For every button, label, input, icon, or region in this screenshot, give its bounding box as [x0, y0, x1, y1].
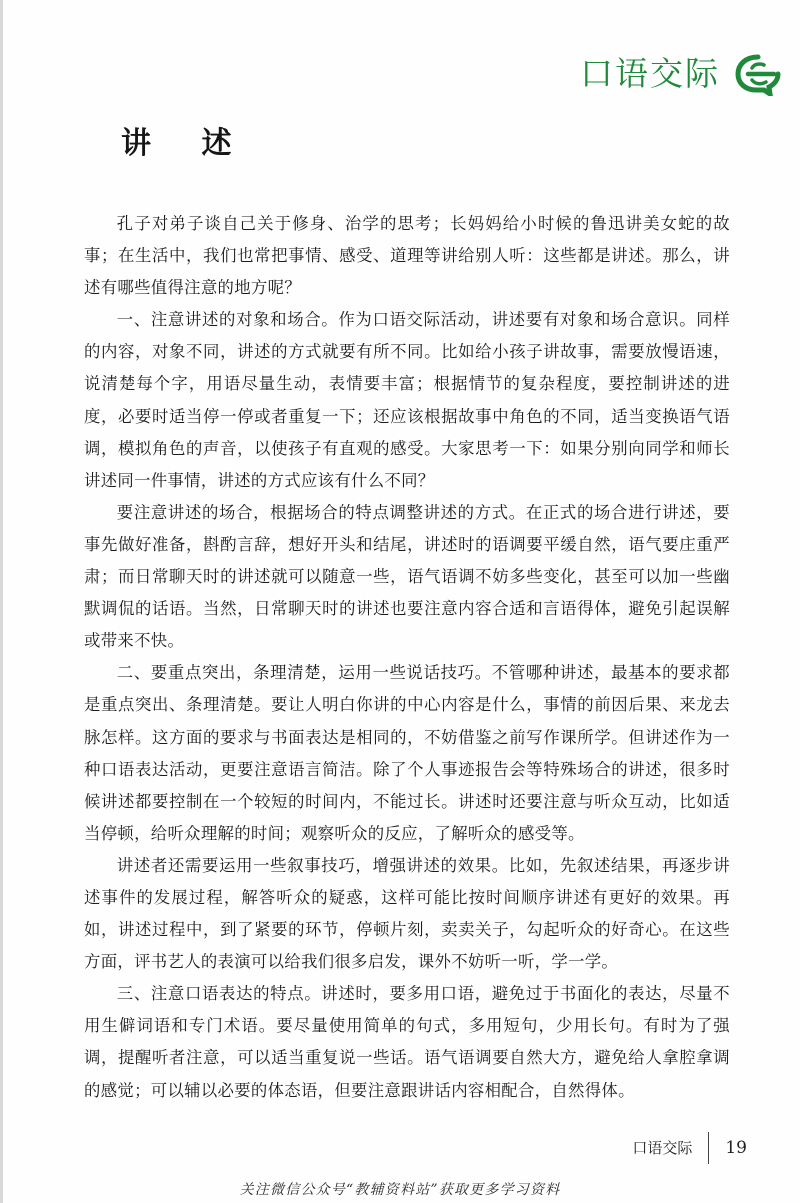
paragraph-point-three: 三、注意口语表达的特点。讲述时，要多用口语，避免过于书面化的表达，尽量不用生僻词语和专门术语。要尽量使用简单的句式，多用短句，少用长句。有时为了强调，提醒听者注意，可以适当重复说一些话。语气语调要自然大方，避免给人拿腔拿调的感觉；可以辅以必要的体态语，但要注意跟讲话内容相配合，自然得体。: [84, 984, 730, 1100]
body-text: [84, 208, 730, 1107]
speech-bubble-icon: [734, 52, 782, 96]
chapter-title: 讲 述: [121, 126, 252, 161]
paragraph-point-one: 一、注意讲述的对象和场合。作为口语交际活动，讲述要有对象和场合意识。同样的内容，对象不同，讲述的方式就要有所不同。比如给小孩子讲故事，需要放慢语速，说清楚每个字，用语尽量生动，表情要丰富；根据情节的复杂程度，要控制讲述的进度，必要时适当停一停或者重复一下；还应该根据故事中角色的不同，适当变换语气语调，模拟角色的声音，以使孩子有直观的感受。大家思考一下：如果分别向同学和师长讲述同一件事情，讲述的方式应该有什么不同？: [84, 310, 730, 490]
section-header: [580, 52, 782, 96]
page-edge: [0, 0, 3, 1203]
footer-section-label: 口语交际: [632, 1139, 693, 1157]
section-title: 口语交际: [580, 54, 720, 93]
page-footer: [632, 1130, 747, 1166]
watermark-text: 关注微信公众号“教辅资料站”获取更多学习资料: [239, 1182, 561, 1198]
paragraph-occasion: 要注意讲述的场合，根据场合的特点调整讲述的方式。在正式的场合进行讲述，要事先做好准备，斟酌言辞，想好开头和结尾，讲述时的语调要平缓自然，语气要庄重严肃；而日常聊天时的讲述就可以随意一些，语气语调不妨多些变化，甚至可以加一些幽默调侃的话语。当然，日常聊天时的讲述也要注意内容合适和言语得体，避免引起误解或带来不快。: [84, 502, 730, 651]
page-number: 19: [725, 1138, 747, 1158]
paragraph-narrative-skills: 讲述者还需要运用一些叙事技巧，增强讲述的效果。比如，先叙述结果，再逐步讲述事件的发展过程，解答听众的疑惑，这样可能比按时间顺序讲述有更好的效果。再如，讲述过程中，到了紧要的环节，停顿片刻，卖卖关子，勾起听众的好奇心。在这些方面，评书艺人的表演可以给我们很多启发，课外不妨听一听，学一学。: [84, 855, 730, 972]
paragraph-intro: 孔子对弟子谈自己关于修身、治学的思考；长妈妈给小时候的鲁迅讲美女蛇的故事；在生活中，我们也常把事情、感受、道理等讲给别人听：这些都是讲述。那么，讲述有哪些值得注意的地方呢？: [84, 214, 730, 298]
paragraph-point-two: 二、要重点突出，条理清楚，运用一些说话技巧。不管哪种讲述，最基本的要求都是重点突出、条理清楚。要让人明白你讲的中心内容是什么，事情的前因后果、来龙去脉怎样。这方面的要求与书面表达是相同的，不妨借鉴之前写作课所学。但讲述作为一种口语表达活动，更要注意语言简洁。除了个人事迹报告会等特殊场合的讲述，很多时候讲述都要控制在一个较短的时间内，不能过长。讲述时还要注意与听众互动，比如适当停顿，给听众理解的时间；观察听众的反应，了解听众的感受等。: [84, 663, 730, 843]
